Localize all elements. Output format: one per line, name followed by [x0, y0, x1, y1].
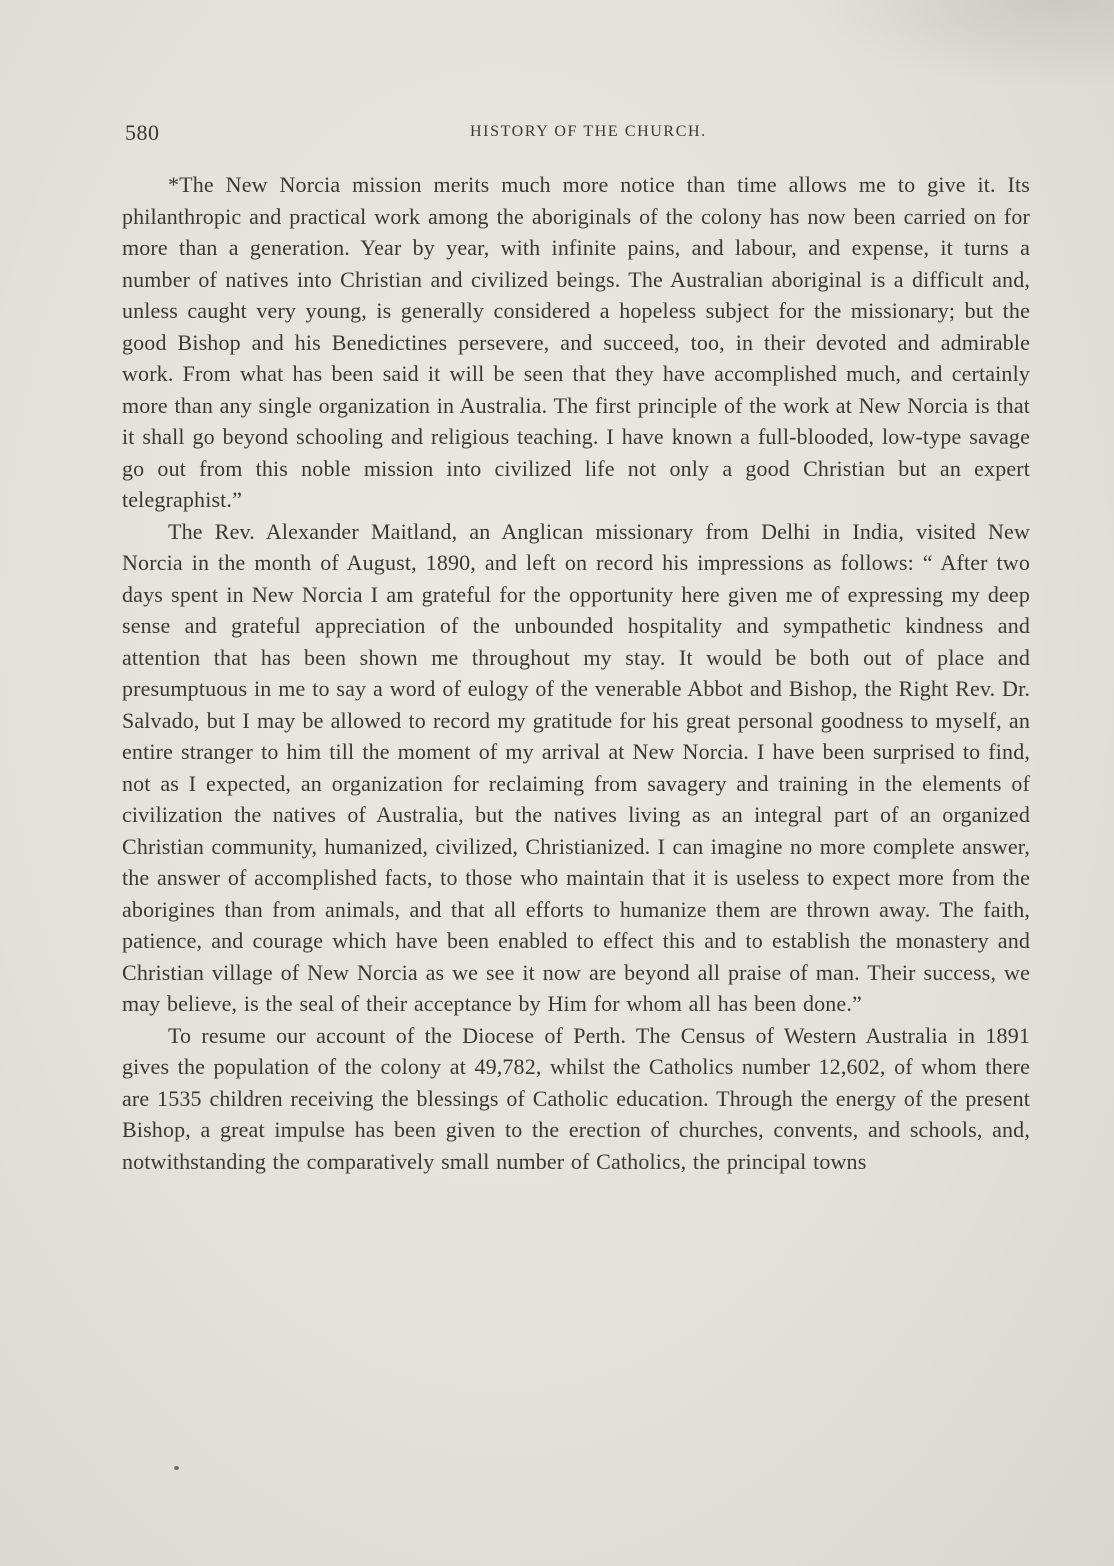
page-number: 580: [125, 120, 160, 145]
ink-speck: [174, 1466, 179, 1470]
paragraph-diocese-of-perth: To resume our account of the Diocese of Perth. The Census of Western Australia in 1891 gives the population of the colony at 49,782, whilst the Catholics number 12,602, of whom there are 1535 children receiving the blessings of Catholic education. Through the energy of the present Bishop, a great impulse has been given to the erection of churches, convents, and schools, and, notwithstanding the comparatively small number of Catholics, the principal towns: [122, 1022, 1030, 1174]
paragraph-maitland-impressions: The Rev. Alexander Maitland, an Anglican missionary from Delhi in India, visited New Norcia in the month of August, 1890, and left on record his impressions as follows: “ After two days spent in New Norcia I am grateful for the opportunity here given me of expressing my deep sense and grateful appreciation of the unbounded hospitality and sympathetic kindness and attention that has been shown me throughout my stay. It would be both out of place and presumptuous in me to say a word of eulogy of the venerable Abbot and Bishop, the Right Rev. Dr. Salvado, but I may be allowed to record my gratitude for his great personal goodness to myself, an entire stranger to him till the moment of my arrival at New Norcia. I have been surprised to find, not as I expected, an organization for reclaiming from savagery and training in the elements of civilization the natives of Australia, but the natives living as an integral part of an organized Christian community, humanized, civilized, Christianized. I can imagine no more complete answer, the answer of accomplished facts, to those who maintain that it is useless to expect more from the aborigines than from animals, and that all efforts to humanize them are thrown away. The faith, patience, and courage which have been enabled to effect this and to establish the monastery and Christian village of New Norcia as we see it now are beyond all praise of man. Their success, we may believe, is the seal of their acceptance by Him for whom all has been done.”: [122, 518, 1030, 1016]
page-header: [125, 120, 1030, 146]
running-head: HISTORY OF THE CHURCH.: [470, 123, 707, 140]
paragraph-new-norcia-quote: *The New Norcia mission merits much more notice than time allows me to give it. Its philanthropic and practical work among the aboriginals of the colony has now been carried on for more than a generation. Year by year, with infinite pains, and labour, and expense, it turns a number of natives into Christian and civilized beings. The Australian aboriginal is a difficult and, unless caught very young, is generally considered a hopeless subject for the missionary; but the good Bishop and his Benedictines persevere, and succeed, too, in their devoted and admirable work. From what has been said it will be seen that they have accomplished much, and certainly more than any single organization in Australia. The first principle of the work at New Norcia is that it shall go beyond schooling and religious teaching. I have known a full-blooded, low-type savage go out from this noble mission into civilized life not only a good Christian but an expert telegraphist.”: [122, 172, 1030, 512]
body-text: [122, 169, 1030, 1177]
paper-stain: [814, 0, 1114, 90]
